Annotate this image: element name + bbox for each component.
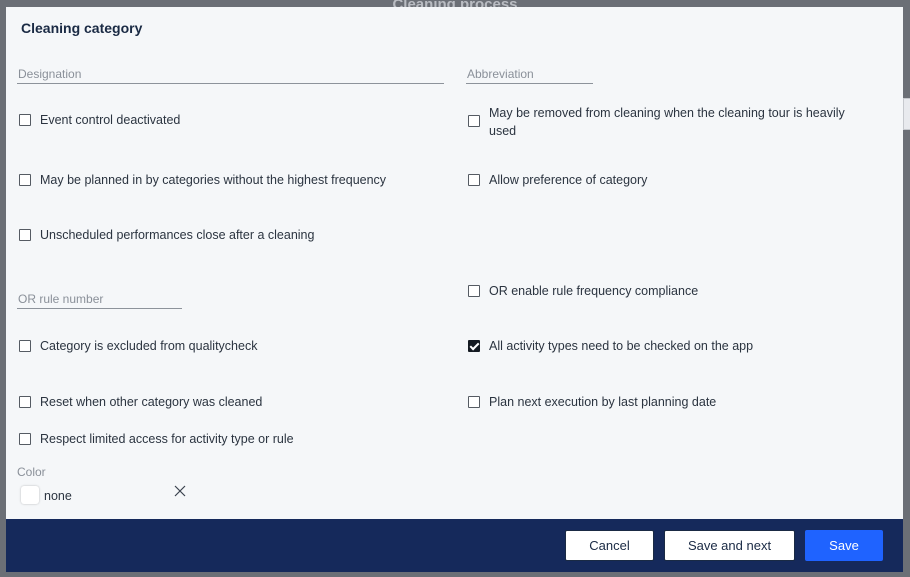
planned-by-categories-checkbox[interactable] <box>19 174 31 186</box>
designation-field <box>17 65 444 84</box>
save-button[interactable]: Save <box>805 530 883 561</box>
plan-by-last-date-label: Plan next execution by last planning date <box>489 395 717 409</box>
unscheduled-close-label: Unscheduled performances close after a cleaning <box>40 228 315 242</box>
removable-when-busy-option[interactable] <box>468 104 868 140</box>
reset-when-other-cleaned-option[interactable] <box>19 393 262 411</box>
unscheduled-close-option[interactable] <box>19 226 314 244</box>
event-control-deactivated-label: Event control deactivated <box>40 113 181 127</box>
or-frequency-compliance-option[interactable] <box>468 282 698 300</box>
save-and-next-button[interactable]: Save and next <box>664 530 795 561</box>
respect-limited-access-option[interactable] <box>19 430 294 448</box>
or-rule-number-input[interactable] <box>17 290 184 308</box>
excluded-qualitycheck-checkbox[interactable] <box>19 340 31 352</box>
unscheduled-close-checkbox[interactable] <box>19 229 31 241</box>
allow-preference-checkbox[interactable] <box>468 174 480 186</box>
all-activity-types-checked-checkbox[interactable] <box>468 340 480 352</box>
dialog-footer <box>6 519 903 572</box>
color-label: Color <box>17 465 46 479</box>
plan-by-last-date-checkbox[interactable] <box>468 396 480 408</box>
or-frequency-compliance-label: OR enable rule frequency compliance <box>489 284 699 298</box>
color-swatch[interactable] <box>21 486 39 504</box>
respect-limited-access-label: Respect limited access for activity type or rule <box>40 432 294 446</box>
respect-limited-access-checkbox[interactable] <box>19 433 31 445</box>
excluded-qualitycheck-option[interactable] <box>19 337 257 355</box>
background-page-element <box>903 98 910 130</box>
removable-when-busy-label: May be removed from cleaning when the cleaning tour is heavily used <box>489 106 845 138</box>
clear-color-icon[interactable] <box>173 484 187 498</box>
all-activity-types-checked-option[interactable] <box>468 337 753 355</box>
cleaning-category-dialog <box>6 7 903 572</box>
planned-by-categories-label: May be planned in by categories without the highest frequency <box>40 173 387 187</box>
removable-when-busy-checkbox[interactable] <box>468 115 480 127</box>
all-activity-types-checked-label: All activity types need to be checked on the app <box>489 339 754 353</box>
designation-input[interactable] <box>17 65 446 83</box>
or-frequency-compliance-checkbox[interactable] <box>468 285 480 297</box>
event-control-deactivated-option[interactable] <box>19 111 180 129</box>
excluded-qualitycheck-label: Category is excluded from qualitycheck <box>40 339 258 353</box>
color-value: none <box>44 489 72 503</box>
abbreviation-input[interactable] <box>466 65 595 83</box>
planned-by-categories-option[interactable] <box>19 171 386 189</box>
or-rule-number-field <box>17 290 182 309</box>
allow-preference-option[interactable] <box>468 171 647 189</box>
reset-when-other-cleaned-label: Reset when other category was cleaned <box>40 395 263 409</box>
dialog-title: Cleaning category <box>21 20 143 36</box>
abbreviation-field <box>466 65 593 84</box>
reset-when-other-cleaned-checkbox[interactable] <box>19 396 31 408</box>
plan-by-last-date-option[interactable] <box>468 393 716 411</box>
allow-preference-label: Allow preference of category <box>489 173 648 187</box>
cancel-button[interactable]: Cancel <box>565 530 654 561</box>
event-control-deactivated-checkbox[interactable] <box>19 114 31 126</box>
